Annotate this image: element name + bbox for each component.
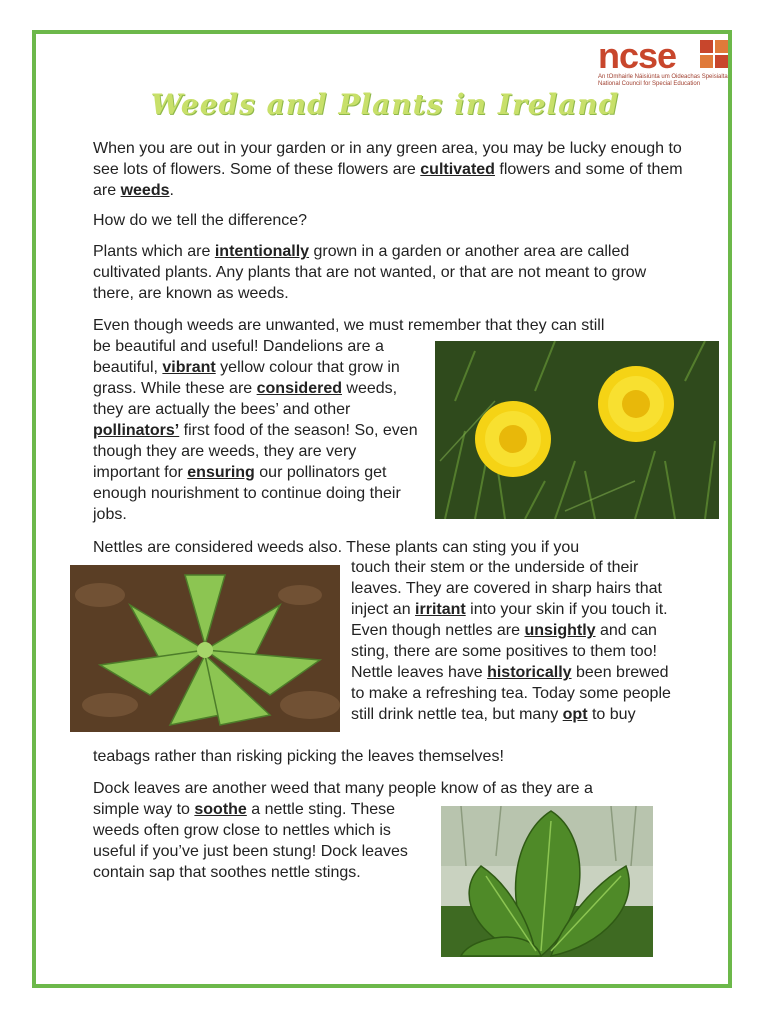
paragraph-question: How do we tell the difference? [93, 212, 308, 229]
nettle-photo [70, 565, 340, 732]
keyword-ensuring: ensuring [187, 464, 255, 481]
paragraph-dandelion: be beautiful and useful! Dandelions are a beautiful, vibrant yellow colour that grow in grass. While these are considered weeds, they are actually the bees’ and other pollinators’ first food of the season! So, even though they are weeds, they are very important for ensuring our pollinators get enough nourishment to continue doing their jobs. [93, 338, 418, 523]
keyword-historically: historically [487, 664, 572, 681]
keyword-cultivated: cultivated [420, 161, 495, 178]
logo-line-english: National Council for Special Education [598, 81, 701, 87]
keyword-weeds: weeds [120, 182, 170, 199]
logo-wordmark: ncse [598, 35, 677, 76]
dandelion-photo [435, 341, 719, 519]
logo-squares-icon [700, 40, 728, 68]
paragraph-nettle-line1: Nettles are considered weeds also. These plants can sting you if you [93, 539, 580, 556]
paragraph-nettle-last: teabags rather than risking picking the leaves themselves! [93, 748, 504, 765]
keyword-irritant: irritant [415, 601, 466, 618]
page-title: Weeds and Plants in Ireland [150, 88, 620, 121]
keyword-vibrant: vibrant [162, 359, 216, 376]
logo-line-irish: An tOmhairle Náisiúnta um Oideachas Speisialta [598, 74, 728, 80]
keyword-considered: considered [256, 380, 342, 397]
keyword-intentionally: intentionally [214, 243, 310, 260]
paragraph-dock-line1: Dock leaves are another weed that many people know of as they are a [93, 780, 593, 797]
keyword-unsightly: unsightly [524, 622, 596, 639]
paragraph-intro: When you are out in your garden or in any green area, you may be lucky enough to see lots of flowers. Some of these flowers are cultivated flowers and some of them are weeds. [93, 140, 683, 199]
paragraph-dock: simple way to soothe a nettle sting. These weeds often grow close to nettles which is useful if you’ve just been stung! Dock leaves contain sap that soothes nettle stings. [93, 801, 408, 881]
paragraph-nettle: touch their stem or the underside of their leaves. They are covered in sharp hairs that inject an irritant into your skin if you touch it. Even though nettles are unsightly and can sting, there are some positives to them too! Nettle leaves have historically been brewed to make a refreshing tea. Today some people still drink nettle tea, but many opt to buy [351, 559, 671, 723]
keyword-soothe: soothe [194, 801, 247, 818]
ncse-logo [598, 36, 732, 90]
keyword-opt: opt [562, 706, 588, 723]
paragraph-definition: Plants which are intentionally grown in a garden or another area are called cultivated plants. Any plants that are not wanted, or that are not meant to grow there, are known as weeds. [93, 243, 647, 302]
paragraph-dandelion-line1: Even though weeds are unwanted, we must remember that they can still [93, 317, 605, 334]
keyword-pollinators: pollinators’ [93, 422, 180, 439]
dock-leaves-photo [441, 806, 653, 957]
